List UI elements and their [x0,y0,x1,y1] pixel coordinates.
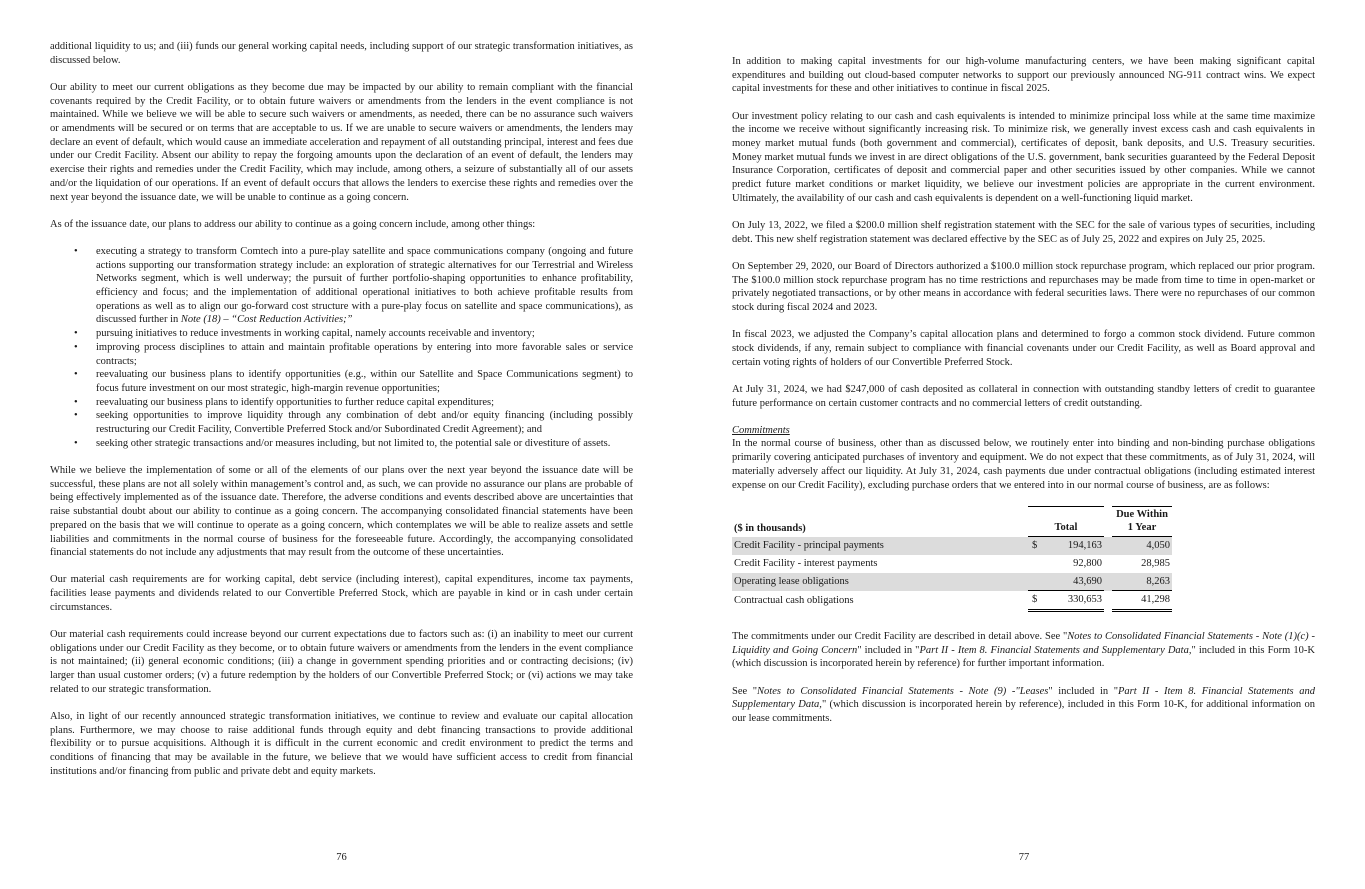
row-total: 43,690 [1042,573,1104,591]
note-reference: Notes to Consolidated Financial Statements - Note (9) -"Leases [757,685,1049,697]
table-row [732,537,1172,555]
list-item [50,341,633,368]
list-item [50,368,633,395]
paragraph-plans-intro: As of the issuance date, our plans to address our ability to continue as a going concern include, among other things: [50,218,536,230]
page-number: 76 [336,852,347,863]
paragraph-capital-allocation: Also, in light of our recently announced strategic transformation initiatives, we continue to review and evaluate our capital allocation plans. Furthermore, we may choose to raise additional funds through equity and debt financing transactions to provide additional flexibility or to pursue acquisitions. Although it is difficult in the current economic and credit environment to predict the terms and conditions of financing that may be available in the future, we believe that we would have sufficient access to credit from financial institutions and/or financing from public and private debt and equity markets. [50,711,633,777]
bullet-text: reevaluating our business plans to identify opportunities to further reduce capital expenditures; [96,396,495,408]
item-reference: Part II - Item 8. Financial Statements and Supplementary Data, [732,685,1315,711]
table-header-row [732,506,1172,536]
table-row [732,555,1172,573]
list-item [50,409,633,436]
list-item [50,245,633,327]
paragraph-going-concern-doubt: While we believe the implementation of some or all of the elements of our plans over the next year beyond the issuance date will be successful, these plans are not all solely within management’s control and, as such, we can provide no assurance our plans are probable of being effectively implemented as of the issuance date. Therefore, the adverse conditions and events described above are uncertainties that raise substantial doubt about our ability to continue as a going concern. The accompanying consolidated financial statements have been prepared on the basis that we will continue to operate as a going concern, which contemplates we will be able to realize assets and settle liabilities and commitments in the normal course of business for the foreseeable future. Accordingly, the accompanying consolidated financial statements do not include any adjustments that may result from the outcome of these uncertainties. [50,464,633,559]
paragraph-stock-repurchase: On September 29, 2020, our Board of Directors authorized a $100.0 million stock repurchase program, which replaced our prior program. The $100.0 million stock repurchase program has no time restrictions and repurchases may be made from time to time in open-market or privately negotiated transactions, or by other means in accordance with federal securities laws. There were no repurchases of our common stock during fiscal 2024 and 2023. [732,260,1315,314]
row-total: 330,653 [1042,591,1104,611]
plans-bullet-list [50,245,633,451]
paragraph-collateral: At July 31, 2024, we had $247,000 of cash deposited as collateral in connection with outstanding standby letters of credit to guarantee future performance on certain customer contracts and no commercial letters of credit outstanding. [732,383,1315,409]
bullet-glyph: • [74,328,78,340]
bullet-text: seeking opportunities to improve liquidity through any combination of debt and/or equity financing (including possibly restructuring our Credit Facility, Convertible Preferred Stock and/or Subordinated Credit Agreement); and [96,410,633,436]
row-due: 28,985 [1141,557,1170,569]
bullet-glyph: • [74,369,78,381]
table-row [732,573,1172,591]
paragraph-credit-facility-note: The commitments under our Credit Facility are described in detail above. See "Notes to Consolidated Financial Statements - Note (1)(c) - Liquidity and Going Concern" included in "Part II - Item 8. Financial Statements and Supplementary Data," included in this Form 10-K (which discussion is incorporated herein by reference) for further important information. [732,631,1315,670]
row-label: Credit Facility - principal payments [732,537,1028,555]
row-label: Contractual cash obligations [734,594,854,606]
header-total: Total [1028,506,1104,536]
left-page-body [50,40,633,792]
page-number: 77 [1018,852,1030,863]
paragraph-leases-note: See "Notes to Consolidated Financial Statements - Note (9) -"Leases" included in "Part II - Item 8. Financial Statements and Supplementary Data," (which discussion is incorporated herein by reference), included in this Form 10-K, for additional information on our lease commitments. [732,685,1315,725]
bullet-glyph: • [74,410,78,422]
bullet-text: seeking other strategic transactions and/or measures including, but not limited to, the potential sale or divestiture of assets. [96,437,611,449]
note-reference: Notes to Consolidated Financial Statements - Note (1)(c) - Liquidity and Going Concern [732,631,1315,656]
table-row-total [732,591,1172,611]
commitments-heading: Commitments [732,424,790,436]
bullet-text: pursuing initiatives to reduce investments in working capital, namely accounts receivable and inventory; [96,328,535,340]
paragraph-investment-policy: Our investment policy relating to our cash and cash equivalents is intended to minimize principal loss while at the same time maximize the income we receive without significantly increasing risk. To minimize risk, we generally invest excess cash and cash equivalents in money market mutual funds (both government and commercial), certificates of deposit, bank deposits, and U.S. Treasury securities. Money market mutual funds we invest in are direct obligations of the U.S. government, bank securities guaranteed by the Federal Deposit Insurance Corporation, certificates of deposit and commercial paper and other securities issued by other companies. While we cannot predict future market conditions or market liquidity, we believe our investment policies are appropriate in the current environment. Ultimately, the availability of our cash and cash equivalents is dependent on a well-functioning liquid market. [732,110,1315,204]
header-units: ($ in thousands) [734,522,806,534]
row-due: 41,298 [1112,591,1172,611]
row-currency: $ [1028,537,1042,555]
paragraph-liquidity-continuation: additional liquidity to us; and (iii) funds our general working capital needs, including support of our strategic transformation initiatives, as discussed below. [50,41,633,66]
list-item [50,437,633,451]
paragraph-cash-requirements: Our material cash requirements are for working capital, debt service (including interest), capital expenditures, income tax payments, facilities lease payments and dividends related to our Convertible Preferred Stock, which are payable in kind or in cash under certain circumstances. [50,574,633,613]
bullet-glyph: • [74,396,78,408]
page-77 [683,0,1365,889]
row-currency [1028,555,1042,573]
row-total: 92,800 [1073,557,1102,569]
bullet-glyph: • [74,245,78,257]
item-reference: Part II - Item 8. Financial Statements and Supplementary Data, [919,644,1192,656]
bullet-glyph: • [74,437,78,449]
row-label: Operating lease obligations [732,573,1028,591]
bullet-text: improving process disciplines to attain and maintain profitable operations by entering into more favorable sales or service contracts; [96,341,633,367]
row-total: 194,163 [1042,537,1104,555]
paragraph-covenant-compliance: Our ability to meet our current obligations as they become due may be impacted by our ability to remain compliant with the financial covenants required by the Credit Facility, or to obtain future waivers or amendments from the lenders in the event compliance is not maintained. While we believe we will be able to secure such waivers or amendments, as needed, there can be no assurance such waivers or amendments will be secured or on terms that are acceptable to us. If we are unable to secure waivers or amendments, the lenders may declare an event of default, which would cause an immediate acceleration and repayment of all outstanding principal, interest and fees due under our Credit Facility. Absent our ability to repay the forgoing amounts upon the declaration of an event of default, the lenders may exercise their rights and remedies under the Credit Facility, which may include, among others, a seizure of substantially all of our assets and/or the liquidation of our operations. If an event of default occurs that allows the lenders to exercise these rights and remedies over the next year beyond the issuance date, we will be unable to continue as a going concern. [50,81,633,203]
row-due: 4,050 [1112,537,1172,555]
list-item [50,396,633,410]
row-due: 8,263 [1112,573,1172,591]
paragraph-dividends: In fiscal 2023, we adjusted the Company’s capital allocation plans and determined to forgo a common stock dividend. Future common stock dividends, if any, remain subject to compliance with financial covenants under our Credit Facility, as well as Board approval and certain voting rights of holders of our Convertible Preferred Stock. [732,329,1315,368]
bullet-glyph: • [74,341,78,353]
paragraph-shelf-registration: On July 13, 2022, we filed a $200.0 million shelf registration statement with the SEC for the sale of various types of securities, including debt. This new shelf registration statement was declared effective by the SEC as of July 25, 2022 and expires on July 25, 2025. [732,220,1315,245]
bullet-text: executing a strategy to transform Comtech into a pure-play satellite and space communications company (ongoing and future actions supporting our transformation strategy include: an exploration of strategic alternatives for our Terrestrial and Wireless Networks segment, which is well underway; the pursuit of further portfolio-shaping opportunities to enhance profitability, efficiency and focus; and the implementation of additional operational initiatives to both achieve profitable results from operations as well as to align our go-forward cost structure with a pure-play focus on satellite and space communications), as discussed further in [96,245,633,326]
bullet-text: reevaluating our business plans to identify opportunities (e.g., within our Satellite and Space Communications segment) to focus future investment on our most strategic, high-margin revenue opportunities; [96,369,633,394]
commitments-table [732,506,1172,612]
right-page-body [732,55,1315,739]
paragraph-commitments-intro: In the normal course of business, other than as discussed below, we routinely enter into binding and non-binding purchase obligations primarily covering anticipated purchases of inventory and equipment. We do not expect that these commitments, as of July 31, 2024, will materially adversely affect our liquidity. At July 31, 2024, cash payments due under contractual obligations (including estimated interest expense on our Credit Facility), excluding purchase orders that we entered into in our normal course of business, are as follows: [732,438,1315,491]
header-due-within-1-year: Due Within 1 Year [1112,506,1172,536]
row-currency [1028,573,1042,591]
paragraph-cash-requirements-increase: Our material cash requirements could increase beyond our current expectations due to factors such as: (i) an inability to meet our current obligations under our Credit Facility as they become, or to obtain future waivers or amendments from the lenders in the event compliance is not maintained; (ii) general economic conditions; (iii) a change in government spending priorities and or contracting decisions; (iv) larger than usual customer orders; (v) a future redemption by the holders of our Convertible Preferred Stock; or (vi) actions we may take related to our strategic transformation. [50,629,633,695]
row-currency: $ [1028,591,1042,611]
row-label: Credit Facility - interest payments [734,557,878,569]
bullet-italic-note: Note (18) – “Cost Reduction Activities;” [180,314,353,326]
paragraph-capital-investments: In addition to making capital investments for our high-volume manufacturing centers, we have been making significant capital expenditures and building out cloud-based computer networks to support our previously announced NG-911 contract wins. We expect capital investments for these and other initiatives to continue in fiscal 2025. [732,56,1315,95]
list-item [50,327,633,341]
